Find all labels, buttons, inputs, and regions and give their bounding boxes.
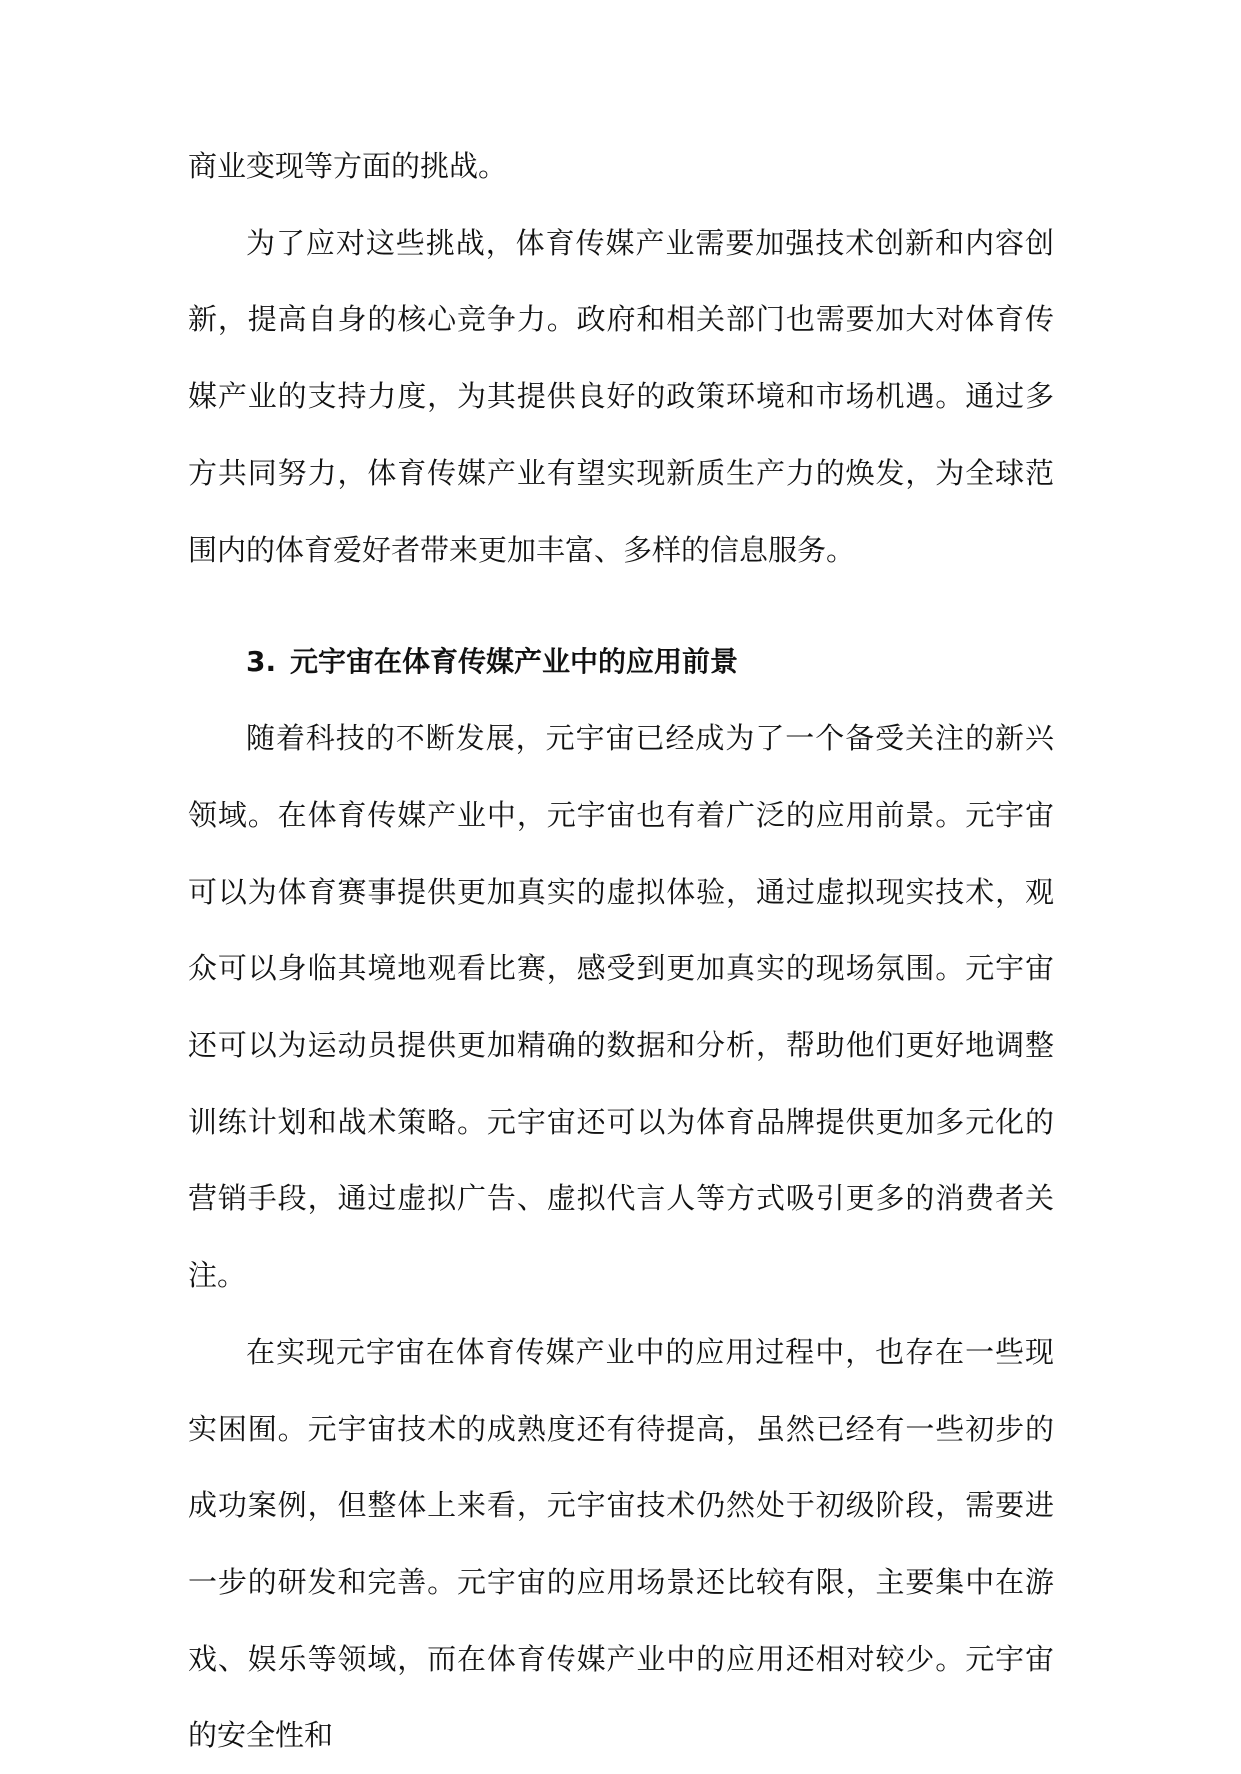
paragraph-prospects: 随着科技的不断发展，元宇宙已经成为了一个备受关注的新兴领域。在体育传媒产业中，元宇宙也有着广泛的应用前景。元宇宙可以为体育赛事提供更加真实的虚拟体验，通过虚拟现实技术，观众可以身临其境地观看比赛，感受到更加真实的现场氛围。元宇宙还可以为运动员提供更加精确的数据和分析，帮助他们更好地调整训练计划和战术策略。元宇宙还可以为体育品牌提供更加多元化的营销手段，通过虚拟广告、虚拟代言人等方式吸引更多的消费者关注。 <box>188 721 1054 1293</box>
section-heading <box>188 624 1054 700</box>
section-number: 3. <box>246 645 277 679</box>
document-page <box>188 128 1054 1774</box>
paragraph-continuation: 商业变现等方面的挑战。 <box>188 149 508 183</box>
paragraph-difficulties: 在实现元宇宙在体育传媒产业中的应用过程中，也存在一些现实困囿。元宇宙技术的成熟度还有待提高，虽然已经有一些初步的成功案例，但整体上来看，元宇宙技术仍然处于初级阶段，需要进一步的研发和完善。元宇宙的应用场景还比较有限，主要集中在游戏、娱乐等领域，而在体育传媒产业中的应用还相对较少。元宇宙的安全性和 <box>188 1334 1054 1753</box>
section-title: 元宇宙在体育传媒产业中的应用前景 <box>290 645 739 679</box>
paragraph-challenges: 为了应对这些挑战，体育传媒产业需要加强技术创新和内容创新，提高自身的核心竞争力。政府和相关部门也需要加大对体育传媒产业的支持力度，为其提供良好的政策环境和市场机遇。通过多方共同努力，体育传媒产业有望实现新质生产力的焕发，为全球范围内的体育爱好者带来更加丰富、多样的信息服务。 <box>188 225 1054 567</box>
